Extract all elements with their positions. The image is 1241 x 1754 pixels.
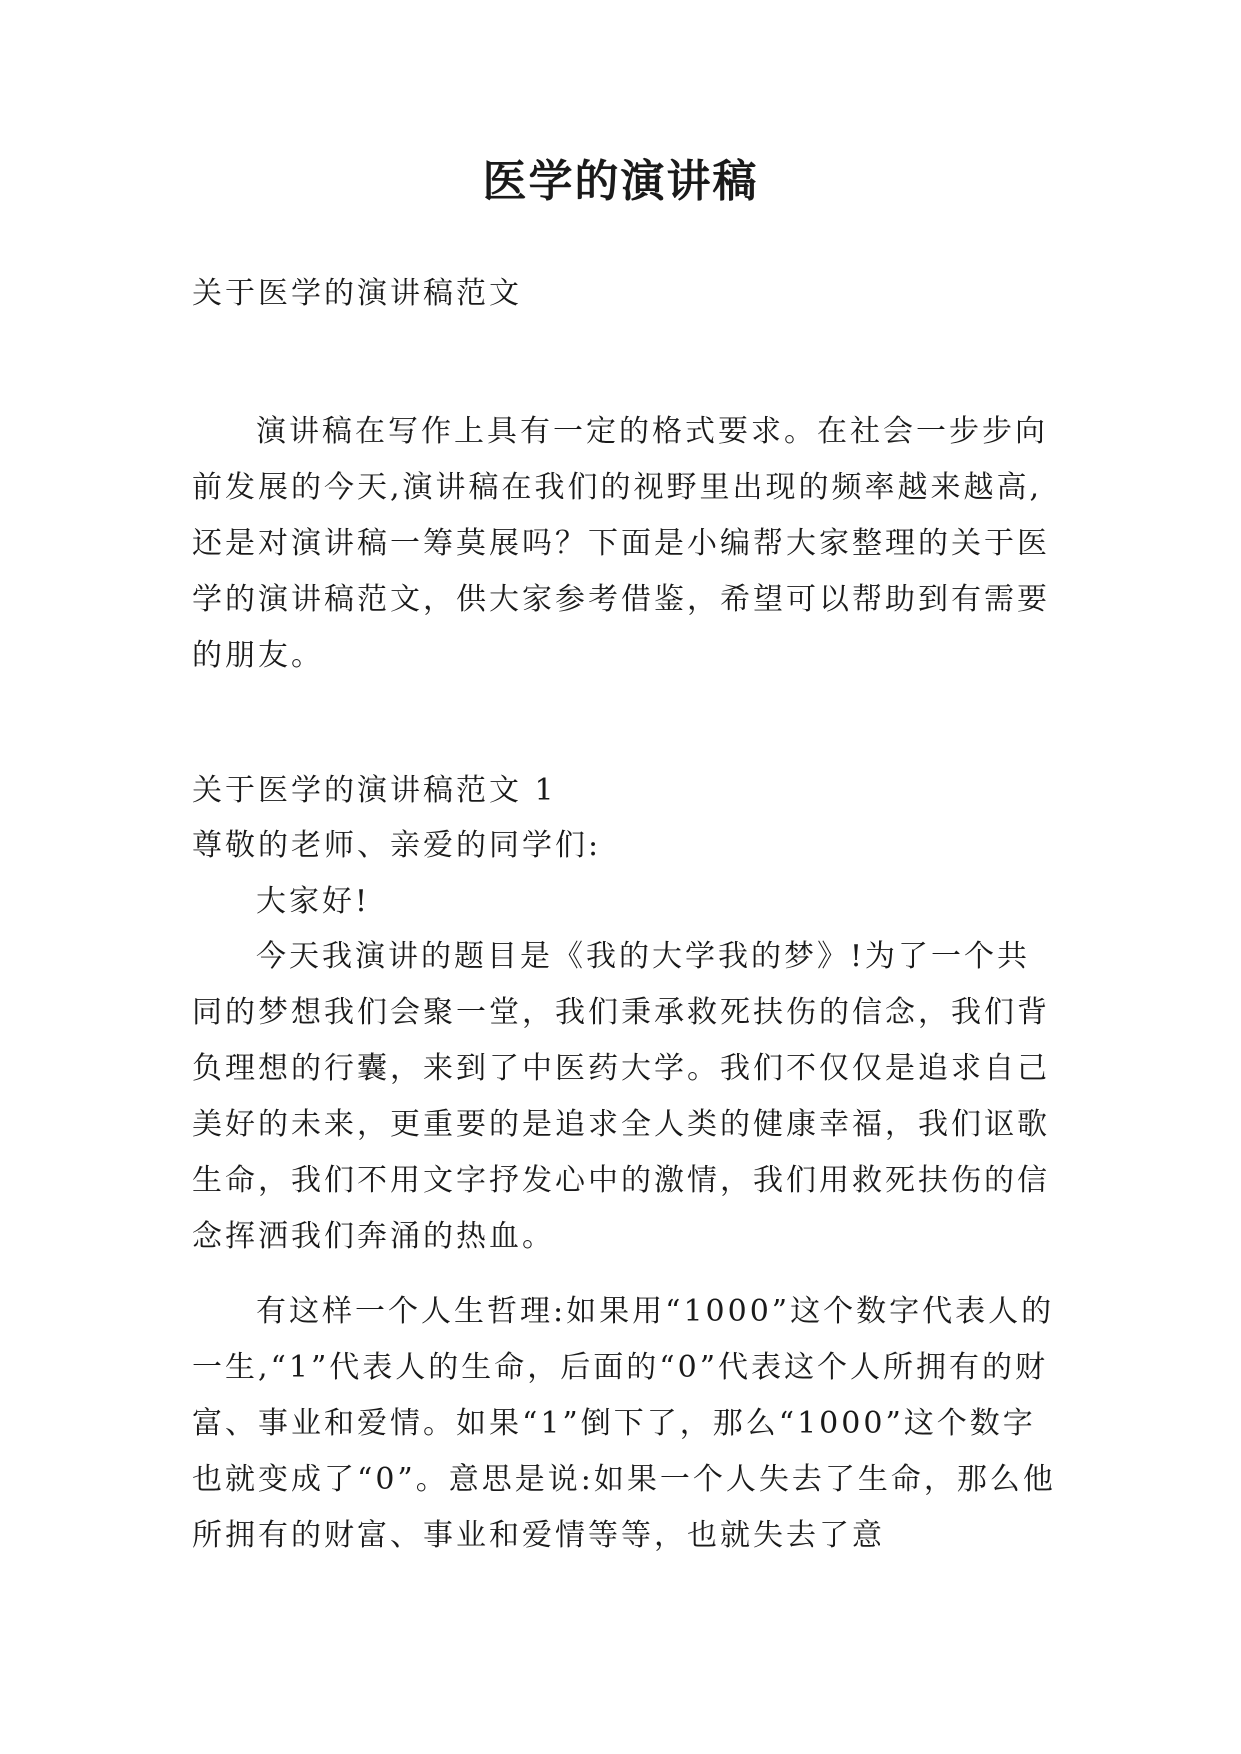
body-paragraph-1: 今天我演讲的题目是《我的大学我的梦》!为了一个共同的梦想我们会聚一堂，我们秉承救死扶伤的信念，我们背负理想的行囊，来到了中医药大学。我们不仅仅是追求自己美好的未来，更重要的是追求全人类的健康幸福，我们讴歌生命，我们不用文字抒发心中的激情，我们用救死扶伤的信念挥洒我们奔涌的热血。: [192, 939, 1050, 1254]
body-paragraph-2: 有这样一个人生哲理:如果用“1000”这个数字代表人的一生,“1”代表人的生命，后面的“0”代表这个人所拥有的财富、事业和爱情。如果“1”倒下了，那么“1000”这个数字也就变成了“0”。意思是说:如果一个人失去了生命，那么他所拥有的财富、事业和爱情等等，也就失去了意: [192, 1294, 1056, 1553]
section-heading: 关于医学的演讲稿范文 1: [192, 773, 557, 808]
document-subtitle: 关于医学的演讲稿范文: [192, 276, 522, 311]
greeting: 大家好!: [256, 884, 371, 919]
salutation: 尊敬的老师、亲爱的同学们:: [192, 828, 602, 863]
page-title: 医学的演讲稿: [482, 156, 759, 207]
intro-paragraph: 演讲稿在写作上具有一定的格式要求。在社会一步步向前发展的今天,演讲稿在我们的视野里出现的频率越来越高,还是对演讲稿一筹莫展吗？下面是小编帮大家整理的关于医学的演讲稿范文，供大家参考借鉴，希望可以帮助到有需要的朋友。: [192, 414, 1050, 673]
